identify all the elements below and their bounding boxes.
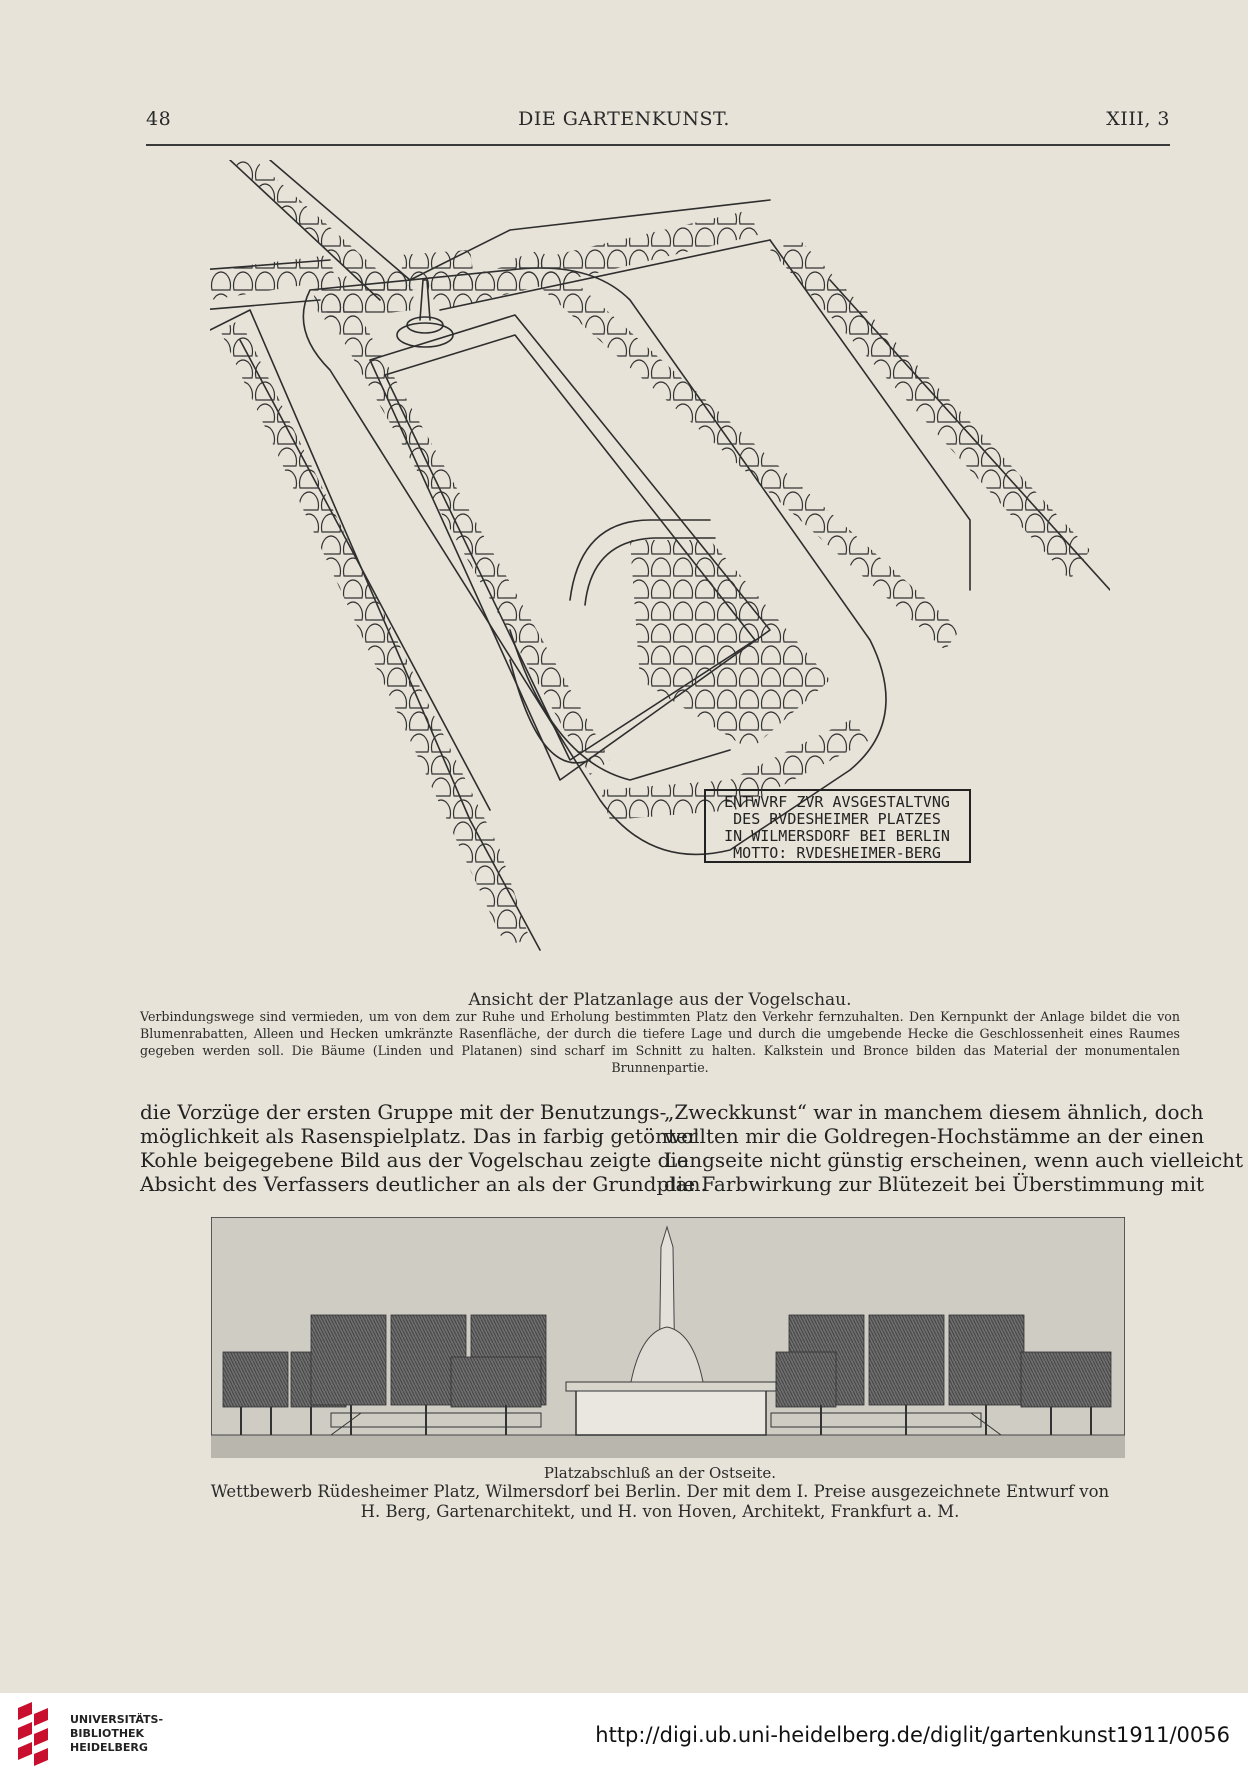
figure2-caption-title: Platzabschluß an der Ostseite. (543, 1464, 777, 1482)
body-column-left (140, 1100, 707, 1196)
figure1-caption-text: Verbindungswege sind vermieden, um von dem zur Ruhe und Erholung bestimmten Platz den Verkehr fernzuhalten. Den Kernpunkt der Anlage bildet die von Blumenrabatten, Alleen und Hecken umkränzte Rasenfläche, der durch die tiefere Lage und durch die umgebende Hecke die Geschlossenheit eines Raumes gegeben werden soll. Die Bäume (Linden und Platanen) sind scharf im Schnitt zu halten. Kalkstein und Bronce bilden das Material der monumentalen Brunnenpartie. (140, 1009, 1180, 1075)
logo-line: UNIVERSITÄTS- (70, 1713, 164, 1726)
body-line: die Farbwirkung zur Blütezeit bei Überstimmung mit (664, 1172, 1205, 1196)
body-line: Kohle beigegebene Bild aus der Vogelschau zeigte die (140, 1148, 689, 1172)
plate-line-2: DES RVDESHEIMER PLATZES (733, 810, 941, 828)
page-number: 48 (146, 108, 172, 130)
body-column-right (664, 1100, 1244, 1196)
plate-line-1: ENTWVRF ZVR AVSGESTALTVNG (724, 793, 950, 811)
credit-line-1: Wettbewerb Rüdesheimer Platz, Wilmersdorf bei Berlin. Der mit dem I. Preise ausgezeichnete Entwurf von (210, 1482, 1110, 1501)
figure1-caption-title: Ansicht der Platzanlage aus der Vogelschau. (468, 990, 852, 1010)
header-rule (146, 144, 1170, 146)
university-library-logo-icon (14, 1700, 64, 1772)
body-line: „Zweckkunst“ war in manchem diesem ähnlich, doch (664, 1100, 1204, 1124)
birds-eye-drawing (210, 160, 1110, 980)
figure2-caption-credit (140, 1482, 1180, 1522)
source-url-link[interactable]: http://digi.ub.uni-heidelberg.de/diglit/gartenkunst1911/0056 (595, 1723, 1230, 1747)
logo-line: HEIDELBERG (70, 1741, 148, 1754)
body-line: die Vorzüge der ersten Gruppe mit der Benutzungs- (140, 1100, 667, 1124)
running-title: DIE GARTENKUNST. (518, 108, 730, 130)
plate-line-4: MOTTO: RVDESHEIMER-BERG (733, 844, 941, 862)
body-line: möglichkeit als Rasenspielplatz. Das in farbig getönter (140, 1124, 698, 1148)
body-line: Absicht des Verfassers deutlicher an als der Grundplan. (140, 1172, 707, 1196)
library-logo-text (70, 1713, 163, 1755)
body-line: Langseite nicht günstig erscheinen, wenn auch vielleicht (664, 1148, 1244, 1172)
plate-line-3: IN WILMERSDORF BEI BERLIN (724, 827, 950, 845)
logo-line: BIBLIOTHEK (70, 1727, 145, 1740)
east-side-elevation (211, 1217, 1125, 1458)
body-line: wollten mir die Goldregen-Hochstämme an der einen (664, 1124, 1205, 1148)
credit-line-2: H. Berg, Gartenarchitekt, und H. von Hoven, Architekt, Frankfurt a. M. (360, 1502, 960, 1521)
issue-number: XIII, 3 (1106, 108, 1170, 130)
